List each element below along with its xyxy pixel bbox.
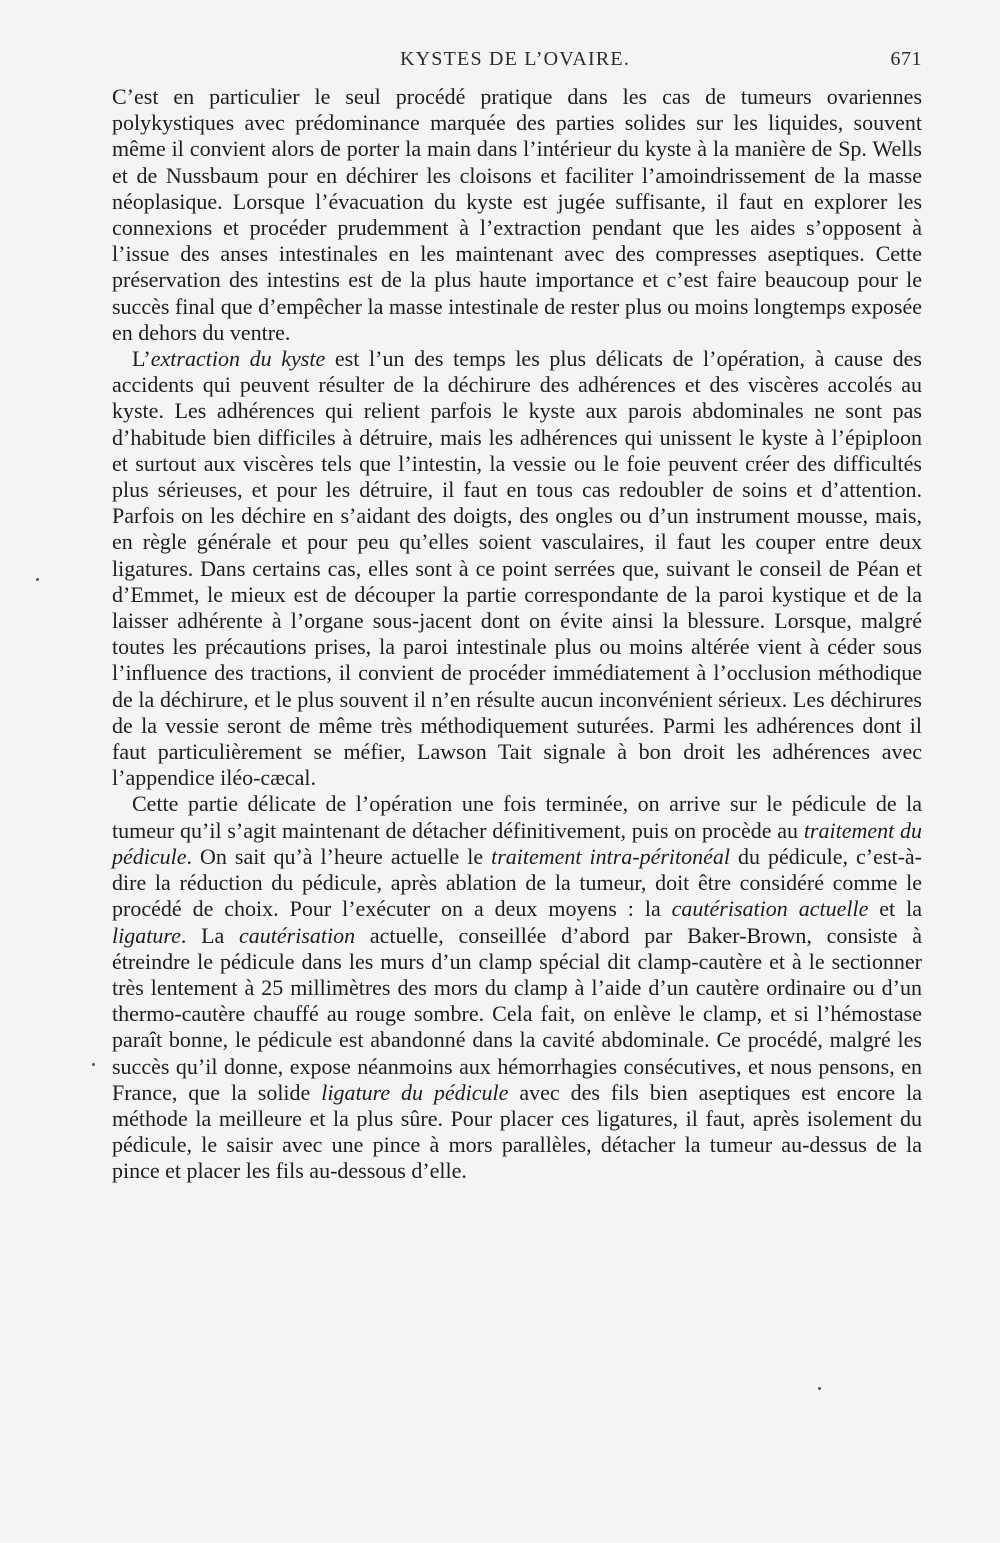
running-title: KYSTES DE L’OVAIRE. bbox=[400, 48, 631, 70]
italic-term: traitement du pédicule bbox=[112, 817, 922, 869]
text-run: . La bbox=[180, 922, 240, 948]
italic-term: traitement intra-péritonéal bbox=[491, 843, 731, 869]
italic-term: cautérisation actuelle bbox=[671, 896, 869, 922]
paragraph-2 bbox=[112, 346, 922, 791]
italic-term: extraction du kyste bbox=[150, 346, 326, 372]
text-run: est l’un des temps les plus délicats de l’opération, à cause des accidents qui peuvent résulter de la déchirure des adhérences et des viscères accolés au kyste. Les adhérences qui relient parfois le kyste aux parois abdominales ne sont pas d’habitude bien difficiles à détruire, mais les adhérences qui unissent le kyste à l’épiploon et surtout aux viscères tels que l’intestin, la vessie ou le foie peuvent créer des difficultés plus sérieuses, et pour les détruire, il faut en tous cas redoubler de soins et d’attention. Parfois on les déchire en s’aidant des doigts, des ongles ou d’un instrument mousse, mais, en règle générale et pour peu qu’elles soient vasculaires, il faut les couper entre deux ligatures. Dans certains cas, elles sont à ce point serrées que, suivant le conseil de Péan et d’Emmet, le mieux est de découper la partie correspondante de la paroi kystique et de la laisser adhérente à l’organe sous-jacent dont on évite ainsi la blessure. Lorsque, malgré toutes les précautions prises, la paroi intestinale plus ou moins altérée vient à céder sous l’influence des tractions, il convient de procéder immédiatement à l’occlusion méthodique de la déchirure, et le plus souvent il n’en résulte aucun inconvénient sérieux. Les déchirures de la vessie seront de même très méthodiquement suturées. Parmi les adhérences dont il faut particulièrement se méfier, Lawson Tait signale à bon droit les adhérences avec l’appendice iléo-cæcal. bbox=[112, 346, 922, 791]
print-speck bbox=[818, 1387, 821, 1390]
print-speck bbox=[36, 578, 39, 581]
text-run: et la bbox=[868, 896, 922, 922]
page-number: 671 bbox=[890, 48, 922, 70]
text-run: Cette partie délicate de l’opération une fois terminée, on arrive sur le pédicule de la tumeur qu’il s’agit maintenant de détacher définitivement, puis on procède au bbox=[112, 791, 922, 843]
print-speck bbox=[92, 1063, 95, 1066]
italic-term: ligature bbox=[112, 922, 181, 948]
italic-term: ligature du pédicule bbox=[321, 1079, 509, 1105]
running-header bbox=[112, 44, 922, 74]
text-run: . On sait qu’à l’heure actuelle le bbox=[186, 843, 492, 869]
paragraph-3 bbox=[112, 791, 922, 1184]
text-run: actuelle, conseillée d’abord par Baker-Brown, consiste à étreindre le pédicule dans les murs d’un clamp spécial dit clamp-cautère et à le sectionner très lentement à 25 millimètres des mors du clamp à l’aide d’un cautère ordinaire ou d’un thermo-cautère chauffé au rouge sombre. Cela fait, on enlève le clamp, et si l’hémostase paraît bonne, le pédicule est abandonné dans la cavité abdominale. Ce procédé, malgré les succès qu’il donne, expose néanmoins aux hémorrhagies consécutives, et nous pensons, en France, que la solide bbox=[112, 922, 922, 1105]
text-run: L’ bbox=[132, 346, 151, 372]
text-run: C’est en particulier le seul procédé pratique dans les cas de tumeurs ovariennes polykystiques avec prédominance marquée des parties solides sur les liquides, souvent même il convient alors de porter la main dans l’intérieur du kyste à la manière de Sp. Wells et de Nussbaum pour en déchirer les cloisons et faciliter l’amoindrissement de la masse néoplasique. Lorsque l’évacuation du kyste est jugée suffisante, il faut en explorer les connexions et procéder prudemment à l’extraction pendant que les aides s’opposent à l’issue des anses intestinales en les maintenant avec des compresses aseptiques. Cette préservation des intestins est de la plus haute importance et c’est faire beaucoup pour le succès final que d’empêcher la masse intestinale de rester plus ou moins longtemps exposée en dehors du ventre. bbox=[112, 84, 922, 345]
paragraph-1 bbox=[112, 84, 922, 346]
text-run: du pédicule, c’est-à-dire la réduction du pédicule, après ablation de la tumeur, doit être considéré comme le procédé de choix. Pour l’exécuter on a deux moyens : la bbox=[112, 843, 922, 922]
italic-term: cautérisation bbox=[239, 922, 356, 948]
text-run: avec des fils bien aseptiques est encore la méthode la meilleure et la plus sûre. Pour placer ces ligatures, il faut, après isolement du pédicule, le saisir avec une pince à mors parallèles, détacher la tumeur au-dessus de la pince et placer les fils au-dessous d’elle. bbox=[112, 1079, 922, 1184]
body-text bbox=[112, 84, 922, 1185]
